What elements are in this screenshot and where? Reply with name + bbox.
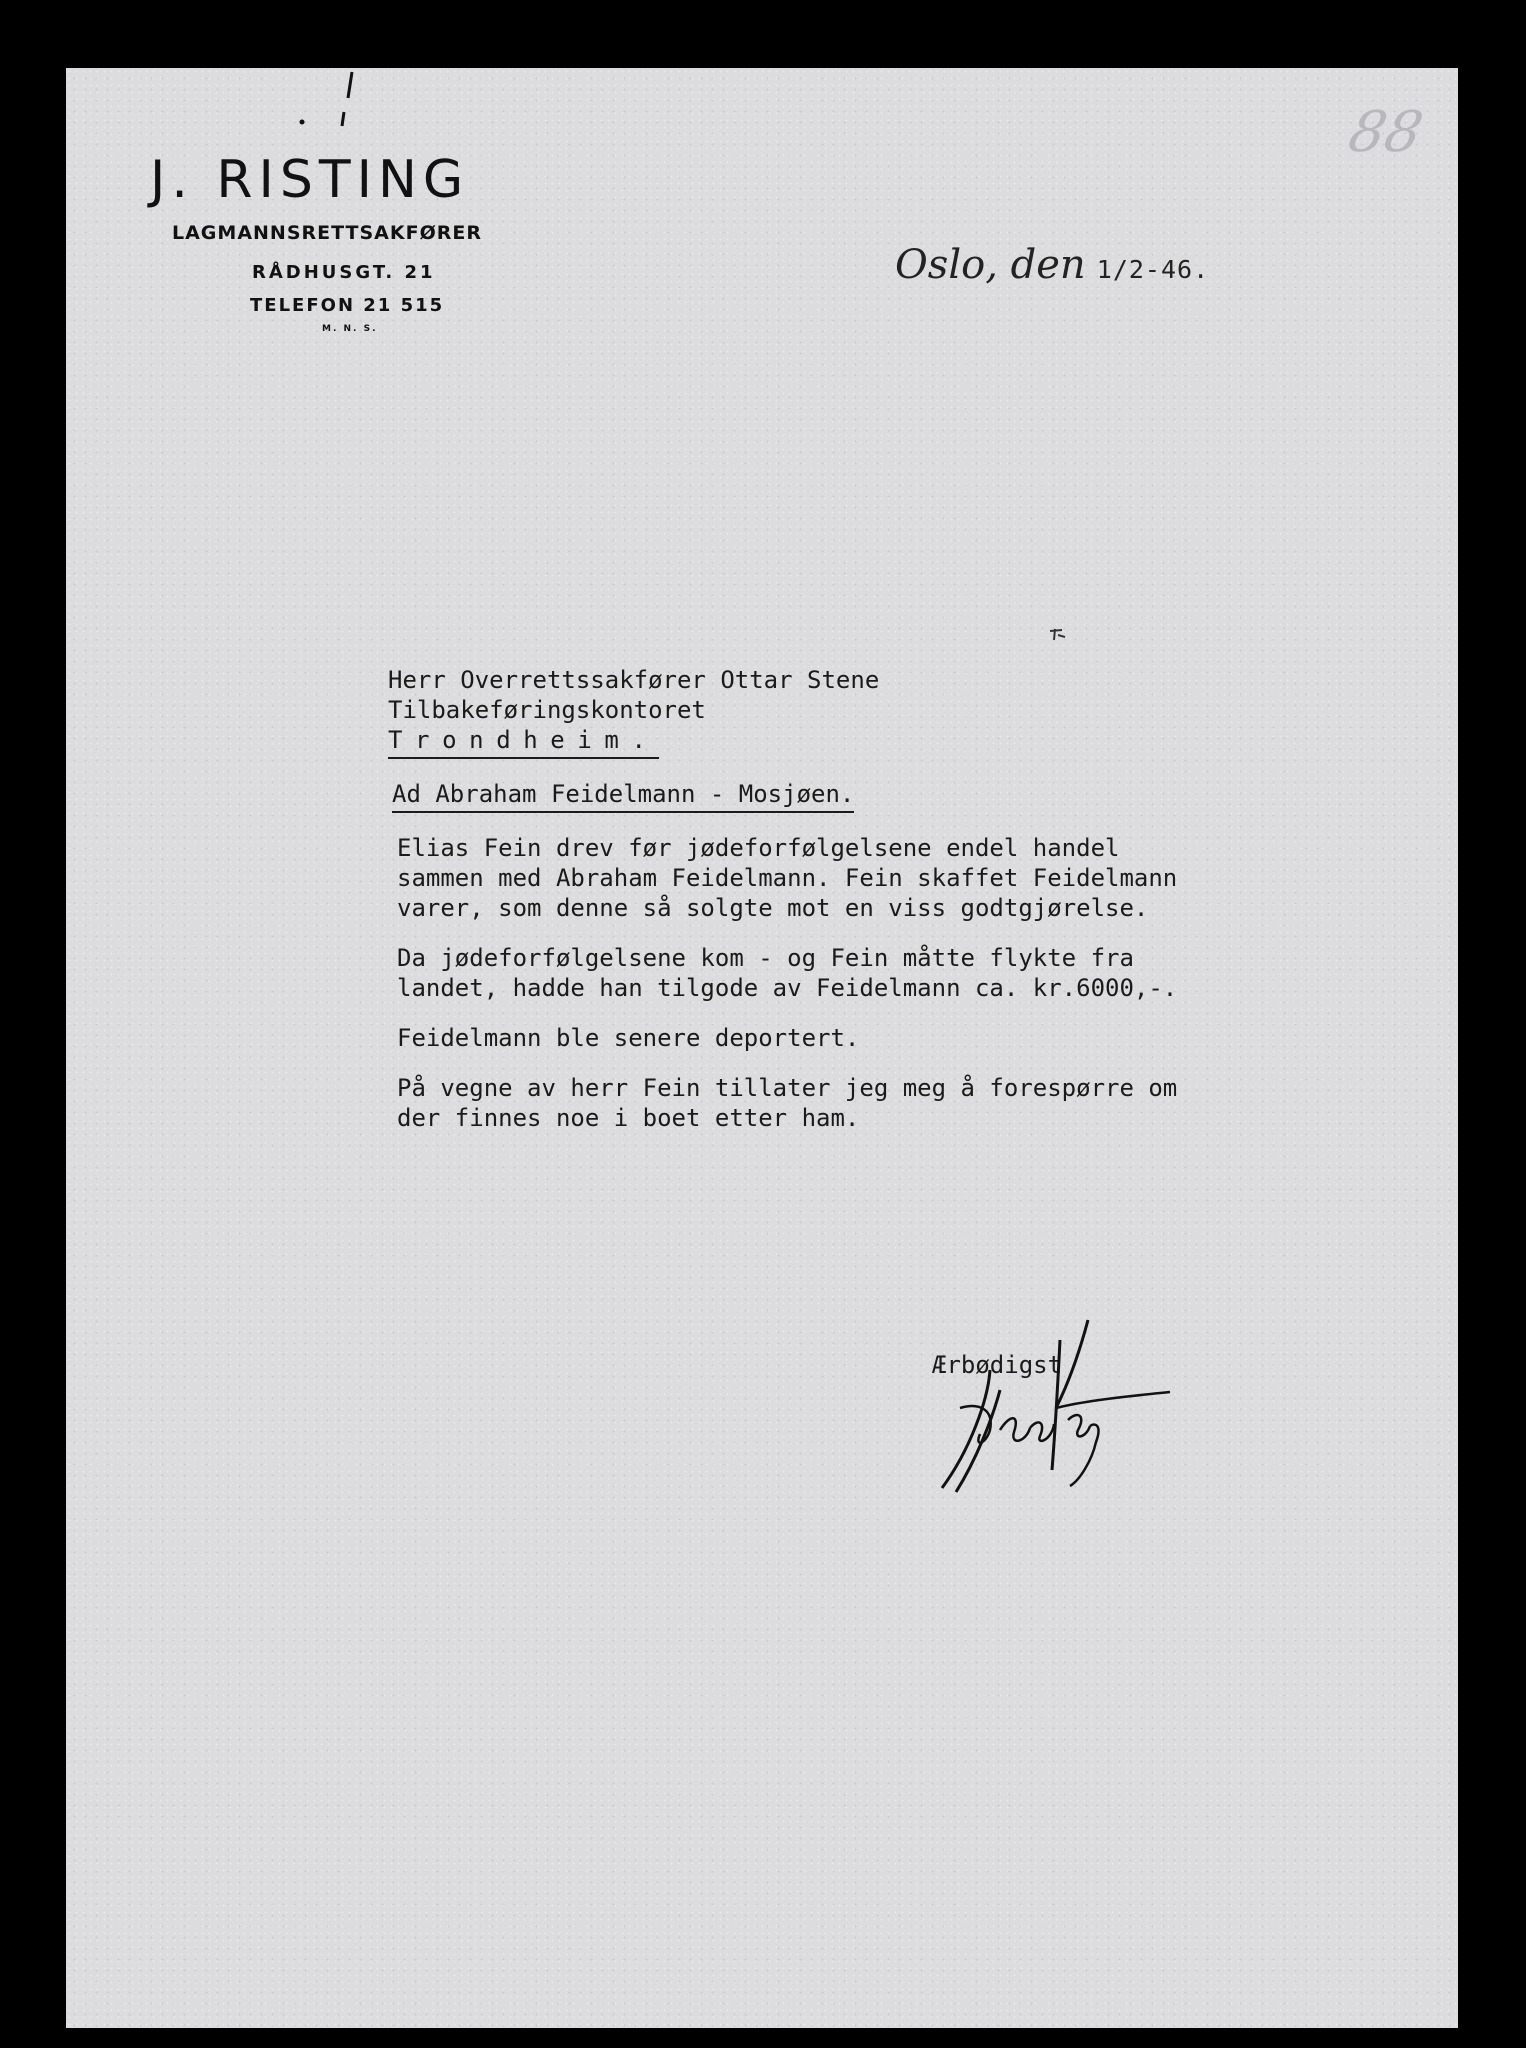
letterhead-phone: TELEFON 21 515 <box>250 295 445 316</box>
body-paragraph-2: Da jødeforfølgelsene kom - og Fein måtte flykte fra landet, hadde han tilgode av Feidelmann ca. kr.6000,-. <box>397 944 1178 1002</box>
stray-ink-mark <box>1048 627 1068 643</box>
body-paragraph-4: På vegne av herr Fein tillater jeg meg å forespørre om der finnes noe i boet etter ham. <box>397 1074 1178 1132</box>
recipient-city-wrap <box>388 725 879 759</box>
recipient-name: Herr Overrettssakfører Ottar Stene <box>388 666 880 694</box>
subject-wrap <box>392 779 854 813</box>
date-place: Oslo, den <box>895 242 1086 288</box>
letter-body <box>397 833 1177 1153</box>
letterhead-code: M. N. S. <box>322 324 378 334</box>
date-value: 1/2-46. <box>1096 255 1210 284</box>
body-paragraph-3: Feidelmann ble senere deportert. <box>397 1024 860 1052</box>
recipient-block <box>388 665 879 759</box>
letterhead-address: RÅDHUSGT. 21 <box>252 262 436 283</box>
pen-marks <box>292 70 372 130</box>
handwritten-signature <box>930 1310 1180 1500</box>
body-paragraph-1: Elias Fein drev før jødeforfølgelsene endel handel sammen med Abraham Feidelmann. Fein skaffet Feidelmann varer, som denne så solgte mot en viss godtgjørelse. <box>397 834 1178 922</box>
subject-line <box>392 779 854 813</box>
recipient-city: Trondheim. <box>388 725 659 759</box>
archive-page-number: 88 <box>1343 100 1429 165</box>
recipient-office: Tilbakeføringskontoret <box>388 696 706 724</box>
subject-text: Ad Abraham Feidelmann - Mosjøen. <box>392 779 854 813</box>
closing-text: Ærbødigst <box>932 1351 1063 1379</box>
letterhead-title: LAGMANNSRETTSAKFØRER <box>172 222 482 244</box>
letterhead <box>150 150 550 334</box>
date-line <box>895 242 1209 288</box>
letterhead-name: J. RISTING <box>150 150 470 210</box>
